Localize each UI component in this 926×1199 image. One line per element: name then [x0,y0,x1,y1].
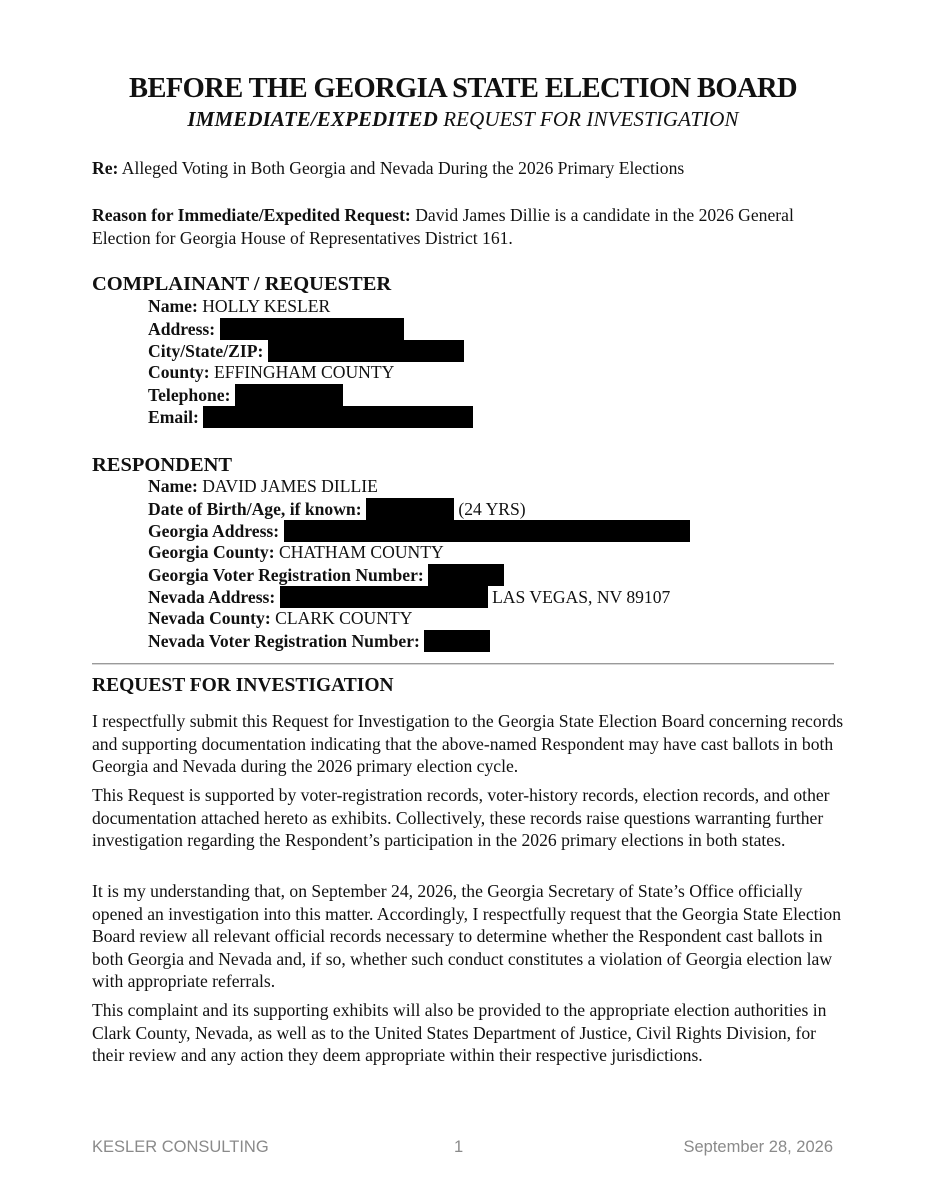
request-paragraph-3: It is my understanding that, on September 24, 2026, the Georgia Secretary of State’s Office officially opened an investigation into this matter. Accordingly, I respectfully request that the Georgia State Election Board review all relevant official records necessary to determine whether the Respondent cast ballots in both Georgia and Nevada and, if so, whether such conduct constitutes a violation of Georgia election law with appropriate referrals. [92,881,841,991]
complainant-name-field [148,296,330,317]
complainant-heading: COMPLAINANT / REQUESTER [92,273,392,295]
field-value: (24 YRS) [458,499,526,519]
field-value: EFFINGHAM COUNTY [209,362,395,382]
field-label: Email: [148,407,199,427]
redaction-block [280,586,488,608]
field-value: LAS VEGAS, NV 89107 [492,587,671,607]
document-subtitle [0,106,926,132]
footer-page-number: 1 [454,1138,464,1156]
subtitle-emphasis: IMMEDIATE/EXPEDITED [187,107,438,131]
field-label: Nevada Address: [148,587,276,607]
subtitle-rest: REQUEST FOR INVESTIGATION [437,107,739,131]
redaction-block [424,630,490,652]
field-label: Georgia Address: [148,521,280,541]
respondent-georgia-county-field [148,542,444,563]
field-label: Georgia Voter Registration Number: [148,565,424,585]
field-label: Nevada Voter Registration Number: [148,631,420,651]
re-text: Alleged Voting in Both Georgia and Nevada During the 2026 Primary Elections [118,158,685,178]
field-value: HOLLY KESLER [197,296,331,316]
field-label: Address: [148,319,216,339]
field-label: Name: [148,296,198,316]
field-label: Name: [148,476,198,496]
respondent-georgia-voter-reg-field [148,564,504,586]
re-line [92,157,852,180]
respondent-name-field [148,476,378,497]
complainant-email-field [148,406,473,428]
re-label: Re: [92,158,119,178]
redaction-block [268,340,464,362]
field-label: Telephone: [148,385,231,405]
field-label: Nevada County: [148,608,271,628]
request-paragraph-2: This Request is supported by voter-registration records, voter-history records, election records, and other documentation attached hereto as exhibits. Collectively, these records raise questions warranting further investigation regarding the Respondent’s participation in the 2026 primary elections in both states. [92,785,830,850]
reason-label: Reason for Immediate/Expedited Request: [92,205,411,225]
respondent-nevada-voter-reg-field [148,630,490,652]
redaction-block [203,406,473,428]
reason-text: David James Dillie is a candidate in the 2026 General Election for Georgia House of Representatives District 161. [92,205,794,248]
redaction-block [220,318,404,340]
complainant-city-field [148,340,464,362]
redaction-block [284,520,690,542]
complainant-telephone-field [148,384,343,406]
respondent-dob-field [148,498,526,520]
request-paragraph-4: This complaint and its supporting exhibits will also be provided to the appropriate election authorities in Clark County, Nevada, as well as to the United States Department of Justice, Civil Rights Division, for their review and any action they deem appropriate within their respective jurisdictions. [92,1000,827,1065]
field-value: CHATHAM COUNTY [274,542,444,562]
footer-date: September 28, 2026 [683,1138,833,1156]
complainant-address-field [148,318,404,340]
redaction-block [235,384,343,406]
footer-company: KESLER CONSULTING [92,1138,269,1156]
respondent-georgia-address-field [148,520,690,542]
field-label: County: [148,362,210,382]
document-title: BEFORE THE GEORGIA STATE ELECTION BOARD [129,73,797,104]
field-label: Georgia County: [148,542,275,562]
respondent-heading: RESPONDENT [92,454,233,476]
field-value: CLARK COUNTY [270,608,413,628]
redaction-block [428,564,504,586]
respondent-nevada-county-field [148,608,412,629]
respondent-nevada-address-field [148,586,670,608]
complainant-county-field [148,362,394,383]
redaction-block [366,498,454,520]
request-paragraph-1: I respectfully submit this Request for Investigation to the Georgia State Election Board concerning records and supporting documentation indicating that the above-named Respondent may have cast ballots in both Georgia and Nevada during the 2026 primary election cycle. [92,711,844,776]
section-divider [92,663,834,665]
field-value: DAVID JAMES DILLIE [197,476,378,496]
reason-paragraph [92,204,852,249]
field-label: Date of Birth/Age, if known: [148,499,362,519]
request-heading: REQUEST FOR INVESTIGATION [92,675,394,696]
field-label: City/State/ZIP: [148,341,264,361]
